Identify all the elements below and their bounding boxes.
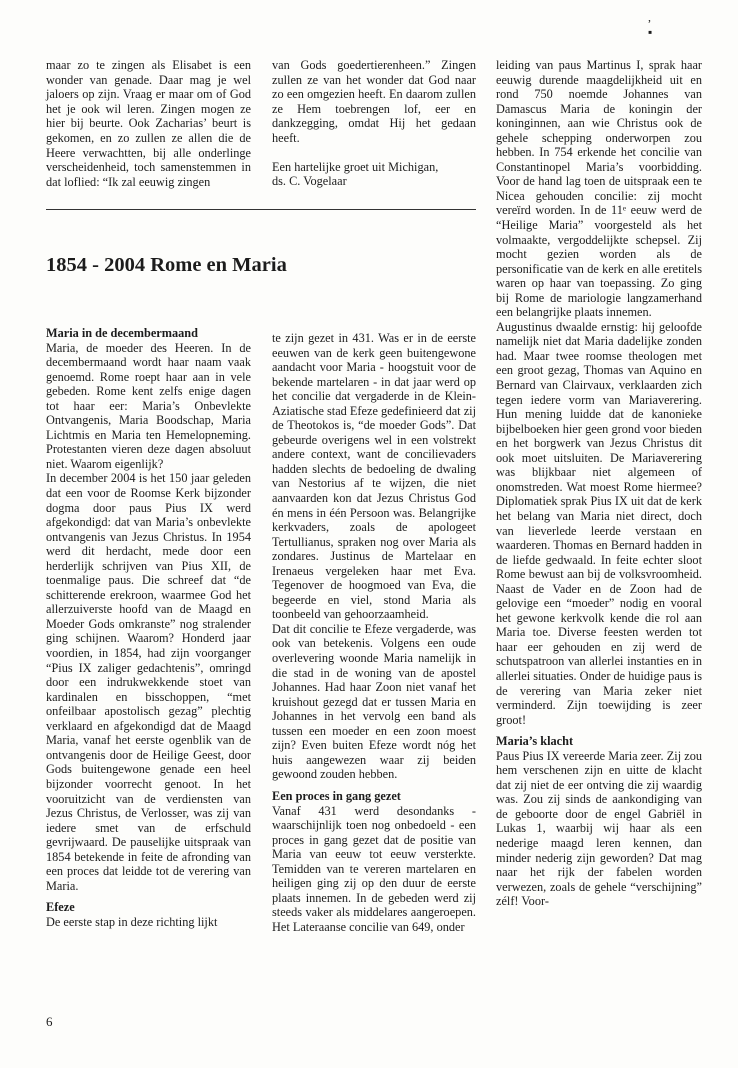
paragraph: Paus Pius IX vereerde Maria zeer. Zij zou hem verschenen zijn en uitte de klacht dat zij niet de eer ontving die zij waardig was. Zou zij sinds de aankondiging van de geboorte door de engel Gabriël in Lukas 1, waarbij wij haar als een nederige maagd leren kennen, dan minder nederig zijn geworden? Dat mag naar het rijk der fabelen worden verwezen, zoals de gehele “verschijning” zélf! Voor- xyxy=(496,748,702,909)
top-column-2 xyxy=(272,58,476,189)
paragraph: leiding van paus Martinus I, sprak haar eeuwig durende maagdelijkheid uit en rond 750 noemde Johannes van Damascus Maria de koningin der koninginnen, aan wie Christus ook de gehele schepping onderworpen zou hebben. In 754 erkende het concilie van Constantinopel Maria’s voorbidding. Voor de hand lag toen de uitspraak een te Nicea gehouden concilie: zij mocht vereïrd worden. In de 11ᵉ eeuw werd de “Heilige Maria” voorgesteld als het volmaakte, vergoddelijkte schepsel. Zij mocht gezien worden als de personificatie van de kerk en alle eretitels waren op haar van toepassing. Zo ging bij Rome de mariologie langzamerhand een belangrijke plaats innemen. xyxy=(496,58,702,320)
paragraph: In december 2004 is het 150 jaar geleden dat een voor de Roomse Kerk bijzonder dogma door paus Pius IX werd afgekondigd: dat van Maria’s onbevlekte ontvangenis van Jezus Christus. In 1954 werd dit herdacht, mede door een herderlijk schrijven van Pius XII, de toenmalige paus. Die schreef dat “de schitterende erekroon, waarmee God het allerzuiverste hoofd van de Maagd en Moeder Gods omkranste” nog stralender ging schijnen. Waarom? Honderd jaar voordien, in 1854, had zijn voorganger “Pius IX zaliger gedachtenis”, omringd door een indrukwekkende stoet van kardinalen en bisschoppen, “met onfeilbaar apostolisch gezag” plechtig verklaard en afgekondigd dat de Maagd Maria, vanaf het eerste ogenblik van de ontvangenis door de Heilige Geest, door Gods buitengewone genade een heel bijzonder voorrecht genoot. In het vooruitzicht van de verdiensten van Jezus Christus, de Verlosser, was zij van iedere smet van de erfschuld gevrijwaard. De pauselijke uitspraak van 1854 betekende in feite de afronding van een proces dat leidde tot de verering van Maria. xyxy=(46,471,251,893)
section-heading: Een proces in gang gezet xyxy=(272,788,401,803)
section-heading: Maria in de decembermaand xyxy=(46,326,198,340)
paragraph: De eerste stap in deze richting lijkt xyxy=(46,914,218,929)
top-column-1-text: maar zo te zingen als Elisabet is een wonder van genade. Daar mag je wel jaloers op zijn. Vraag er maar om of God het je ook wil leren. Zingen mogen ze hier bij beurte. Ook Zacharias’ beurt is gekomen, en zo zullen ze allen die de Heere verwachtten, bij alle onderlinge verscheidenheid, toch samenstemmen in dat loflied: “Ik zal eeuwig zingen xyxy=(46,58,251,189)
article-column-1 xyxy=(46,326,251,929)
top-column-2-text: van Gods goedertierenheen.” Zingen zullen ze van het wonder dat God naar zo een omgezien heeft. En daarom zullen ze Hem toebrengen lof, eer en dankzegging, omdat Hij het gedaan heeft. xyxy=(272,58,476,145)
signoff-author: ds. C. Vogelaar xyxy=(272,174,347,189)
article-column-2 xyxy=(272,331,476,934)
top-column-1 xyxy=(46,58,251,189)
section-divider xyxy=(46,209,476,210)
article-column-3 xyxy=(496,58,702,909)
paragraph: Vanaf 431 werd desondanks - waarschijnlijk toen nog onbedoeld - een proces in gang gezet dat de positie van Maria van eeuw tot eeuw versterkte. Temidden van te vereren martelaren en heiligen ging zij op den duur de eerste plaats innemen. In de gebeden werd zij steeds vaker als middelares aangeroepen. Het Lateraanse concilie van 649, onder xyxy=(272,803,476,934)
signoff-greeting: Een hartelijke groet uit Michigan, xyxy=(272,159,439,174)
article-title: 1854 - 2004 Rome en Maria xyxy=(46,254,287,276)
corner-marks: , ▪ xyxy=(648,10,691,39)
paragraph: te zijn gezet in 431. Was er in de eerste eeuwen van de kerk geen buitengewone aandacht voor Maria - hoogstuit voor de bekende martelaren - in dat jaar werd op het concilie dat vergaderde in de Klein-Aziatische stad Efeze gedefinieerd dat zij de Theotokos is, “de moeder Gods”. Dat gebeurde overigens wel in een volstrekt andere context, want de concilievaders hadden slechts de bedoeling de dwaling van Nestorius af te wijzen, die niet aanvaarden kon dat Jezus Christus God én mens in één Persoon was. Belangrijke kerkvaders, zoals de apologeet Tertullianus, spraken nog over Maria als zondares. Justinus de Martelaar en Irenaeus vergeleken haar met Eva. Tegenover de hoogmoed van Eva, die begeerde en viel, stond Maria als toonbeeld van gehoorzaamheid. xyxy=(272,331,476,622)
paragraph: Augustinus dwaalde ernstig: hij geloofde namelijk niet dat Maria dadelijke zonden had. Maar twee roomse theologen met een groot gezag, Thomas van Aquino en Bernard van Clairvaux, verklaarden zich tegen iedere vorm van Mariaverering. Hun mening luidde dat de kanonieke bijbelboeken hier geen grond voor bieden en het borgwerk van Jezus Christus dit ook moet uitsluiten. De Mariaverering was blijkbaar niet algemeen of onomstreden. Wat moest Rome hiermee? Diplomatiek sprak Pius IX uit dat de kerk het belang van Maria niet direct, doch van lieverlede leerde verstaan en waarderen. Thomas en Bernard hadden in de liefde gedwaald. In feite echter sloot Rome bewust aan bij de volksvroomheid. Naast de Vader en de Zoon had de gelovige een “moeder” nodig en vooral het gewone kerkvolk kende die rol aan Maria toe. Diverse feesten werden tot haar eer gehouden en zij werd de schutspatroon van allerlei instanties en in allerlei situaties. Onder de huidige paus is de verering van Maria zeker niet verminderd. Zijn toewijding is zeer groot! xyxy=(496,319,702,727)
section-heading: Maria’s klacht xyxy=(496,734,574,749)
page-number: 6 xyxy=(46,1014,53,1029)
paragraph: Maria, de moeder des Heeren. In de decembermaand wordt haar naam vaak genoemd. Rome roept haar aan in vele gebeden. Rome kent zelfs enige dagen tot haar eer: Maria’s Onbevlekte Ontvangenis, Maria Boodschap, Maria Lichtmis en Maria ten Hemelopneming. Protestanten vieren deze dagen absoluut niet. Waarom eigenlijk? xyxy=(46,340,251,471)
paragraph: Dat dit concilie te Efeze vergaderde, was ook van betekenis. Volgens een oude overlevering woonde Maria namelijk in die stad in de woning van de apostel Johannes. Had haar Zoon niet vanaf het kruishout gezegd dat er tussen Maria en Johannes in het vervolg een band als tussen een moeder en een zoon moest zijn? Even buiten Efeze wordt nóg het huis aangewezen waar zij beiden gewoond zouden hebben. xyxy=(272,621,476,782)
section-heading: Efeze xyxy=(46,900,75,915)
